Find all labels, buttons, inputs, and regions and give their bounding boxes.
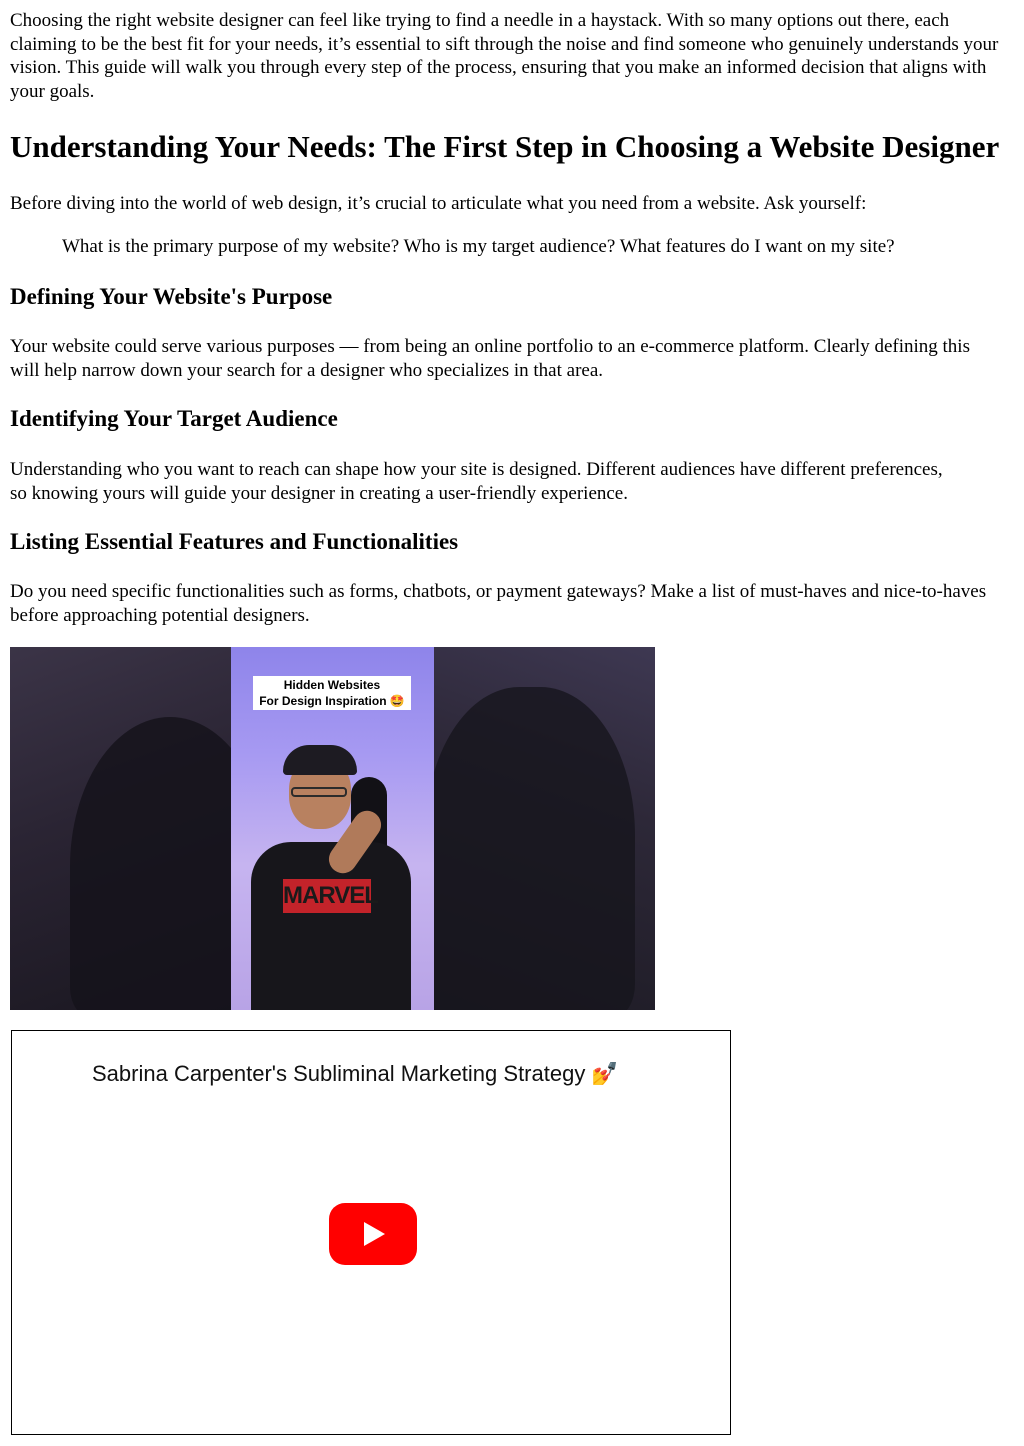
thumbnail-caption-line1: Hidden Websites [283, 678, 381, 692]
needs-paragraph: Before diving into the world of web design, it’s crucial to articulate what you need from a website. Ask yourself: [10, 193, 867, 214]
audience-heading: Identifying Your Target Audience [10, 406, 338, 431]
purpose-heading: Defining Your Website's Purpose [10, 284, 333, 309]
thumbnail-shirt-logo: MARVEL [283, 879, 371, 913]
thumbnail-caption-line2: For Design Inspiration 🤩 [259, 694, 405, 708]
youtube-play-icon[interactable] [329, 1203, 417, 1265]
main-heading: Understanding Your Needs: The First Step in Choosing a Website Designer [10, 129, 1000, 164]
features-paragraph: Do you need specific functionalities such as forms, chatbots, or payment gateways? Make a list of must-haves and nice-to-haves before approaching potential designers. [10, 581, 987, 626]
intro-paragraph: Choosing the right website designer can feel like trying to find a needle in a haystack. With so many options out there, each claiming to be the best fit for your needs, it’s essential to sift through the noise and find someone who genuinely understands your vision. This guide will walk you through every step of the process, ensuring that you make an informed decision that aligns with your goals. [10, 10, 999, 102]
video-thumbnail[interactable] [10, 647, 655, 1010]
thumbnail-blur-figure-right [425, 687, 635, 1010]
audience-paragraph: Understanding who you want to reach can shape how your site is designed. Different audiences have different preferences, so knowing yours will guide your designer in creating a user-friendly experience. [10, 459, 943, 504]
features-heading: Listing Essential Features and Functionalities [10, 529, 459, 554]
thumbnail-cap [283, 745, 357, 775]
play-triangle-icon [329, 1203, 417, 1265]
questions-quote: What is the primary purpose of my website? Who is my target audience? What features do I want on my site? [62, 236, 895, 257]
youtube-video-title[interactable]: Sabrina Carpenter's Subliminal Marketing Strategy 💅 [92, 1061, 619, 1086]
purpose-paragraph: Your website could serve various purposes — from being an online portfolio to an e-commerce platform. Clearly defining this will help narrow down your search for a designer who specializes in that area. [10, 336, 970, 381]
thumbnail-center-frame [231, 647, 434, 1010]
thumbnail-glasses [291, 787, 347, 797]
article [10, 9, 1014, 1086]
youtube-embed[interactable] [11, 1030, 731, 1435]
thumbnail-caption [253, 676, 411, 710]
